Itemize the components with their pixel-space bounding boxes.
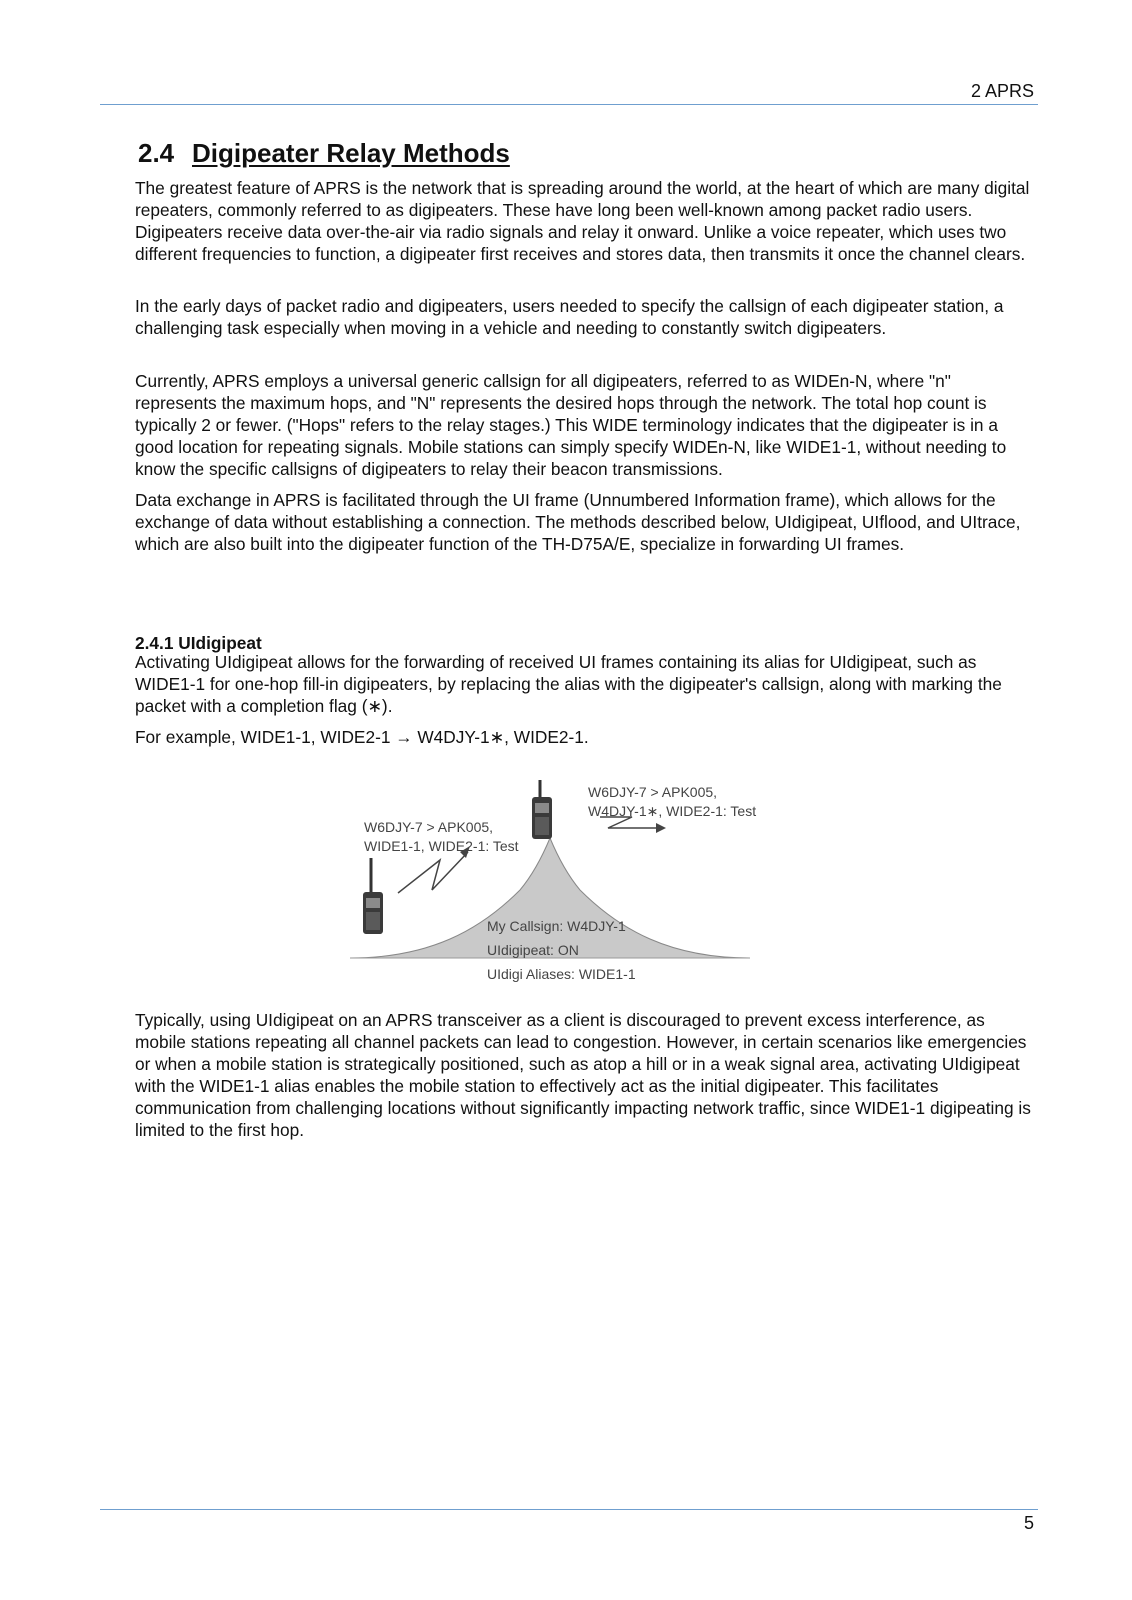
outgoing-packet-line2: W4DJY-1∗, WIDE2-1: Test: [588, 803, 757, 819]
uidigi-aliases-label: UIdigi Aliases: WIDE1-1: [487, 966, 636, 982]
paragraph-example: For example, WIDE1-1, WIDE2-1 → W4DJY-1∗, WIDE2-1.: [135, 727, 589, 747]
uidigipeat-diagram: [350, 780, 770, 990]
section-title-text: Digipeater Relay Methods: [192, 138, 510, 168]
digipeater-radio-icon: [532, 780, 552, 839]
page-number: 5: [1023, 1513, 1034, 1533]
paragraph-uidigipeat-usage: Typically, using UIdigipeat on an APRS transceiver as a client is discouraged to prevent excess interference, as mobile stations repeating all channel packets can lead to congestion. However, in certain scenarios like emergencies or when a mobile station is strategically positioned, such as atop a hill or in a weak signal area, activating UIdigipeat with the WIDE1-1 alias enables the mobile station to effectively act as the initial digipeater. This facilitates communication from challenging locations without significantly impacting network traffic, since WIDE1-1 digipeating is limited to the first hop.: [135, 1010, 1031, 1140]
footer-rule: [100, 1509, 1038, 1510]
paragraph-widen-lead: Currently, APRS employs a universal generic callsign for all digipeaters, referred to as WIDEn-N, where "n" represents the maximum hops, and "N" represents the desired hops through the network.: [135, 371, 951, 413]
paragraph-widen-rest: The total hop count is typically 2 or fewer. ("Hops" refers to the relay stages.) This WIDE terminology indicates that the digipeater is in a good location for repeating signals. Mobile stations can simply specify WIDEn-N, like WIDE1-1, without needing to know the specific callsigns of digipeaters to relay their beacon transmissions.: [135, 393, 1007, 479]
outgoing-packet-line1: W6DJY-7 > APK005,: [588, 784, 718, 800]
paragraph-uidigipeat-intro: Activating UIdigipeat allows for the forwarding of received UI frames containing its alias for UIdigipeat, such as WIDE1-1 for one-hop fill-in digipeaters, by replacing the alias with the digipeater's callsign, along with marking the packet with a completion flag (∗).: [135, 652, 1002, 716]
coverage-hill: [350, 838, 750, 958]
my-callsign-label: My Callsign: W4DJY-1: [487, 918, 626, 934]
section-number: 2.4: [138, 138, 175, 168]
incoming-packet-line1: W6DJY-7 > APK005,: [364, 819, 494, 835]
chapter-header: 2 APRS: [970, 81, 1034, 101]
mobile-radio-icon: [363, 858, 383, 934]
incoming-signal-arrow: [398, 852, 468, 893]
subsection-heading: 2.4.1 UIdigipeat: [135, 633, 262, 653]
paragraph-intro: The greatest feature of APRS is the network that is spreading around the world, at the heart of which are many digital repeaters, commonly referred to as digipeaters. These have long been well-known among packet radio users. Digipeaters receive data over-the-air via radio signals and relay it onward. Unlike a voice repeater, which uses two different frequencies to function, a digipeater first receives and stores data, then transmits it once the channel clears.: [135, 178, 1030, 264]
outgoing-arrowhead: [656, 823, 666, 833]
header-rule: [100, 104, 1038, 105]
section-title: [138, 138, 510, 169]
paragraph-ui-frame: Data exchange in APRS is facilitated through the UI frame (Unnumbered Information frame), which allows for the exchange of data without establishing a connection. The methods described below, UIdigipeat, UIflood, and UItrace, which are also built into the digipeater function of the TH-D75A/E, specialize in forwarding UI frames.: [135, 490, 1021, 554]
uidigipeat-status-label: UIdigipeat: ON: [487, 942, 579, 958]
incoming-packet-line2: WIDE1-1, WIDE2-1: Test: [364, 838, 519, 854]
paragraph-widen: [135, 370, 1035, 480]
paragraph-history: In the early days of packet radio and digipeaters, users needed to specify the callsign of each digipeater station, a challenging task especially when moving in a vehicle and needing to constantly switch digipeaters.: [135, 296, 1004, 338]
outgoing-packet-label: [588, 783, 756, 821]
incoming-packet-label: [364, 818, 519, 856]
